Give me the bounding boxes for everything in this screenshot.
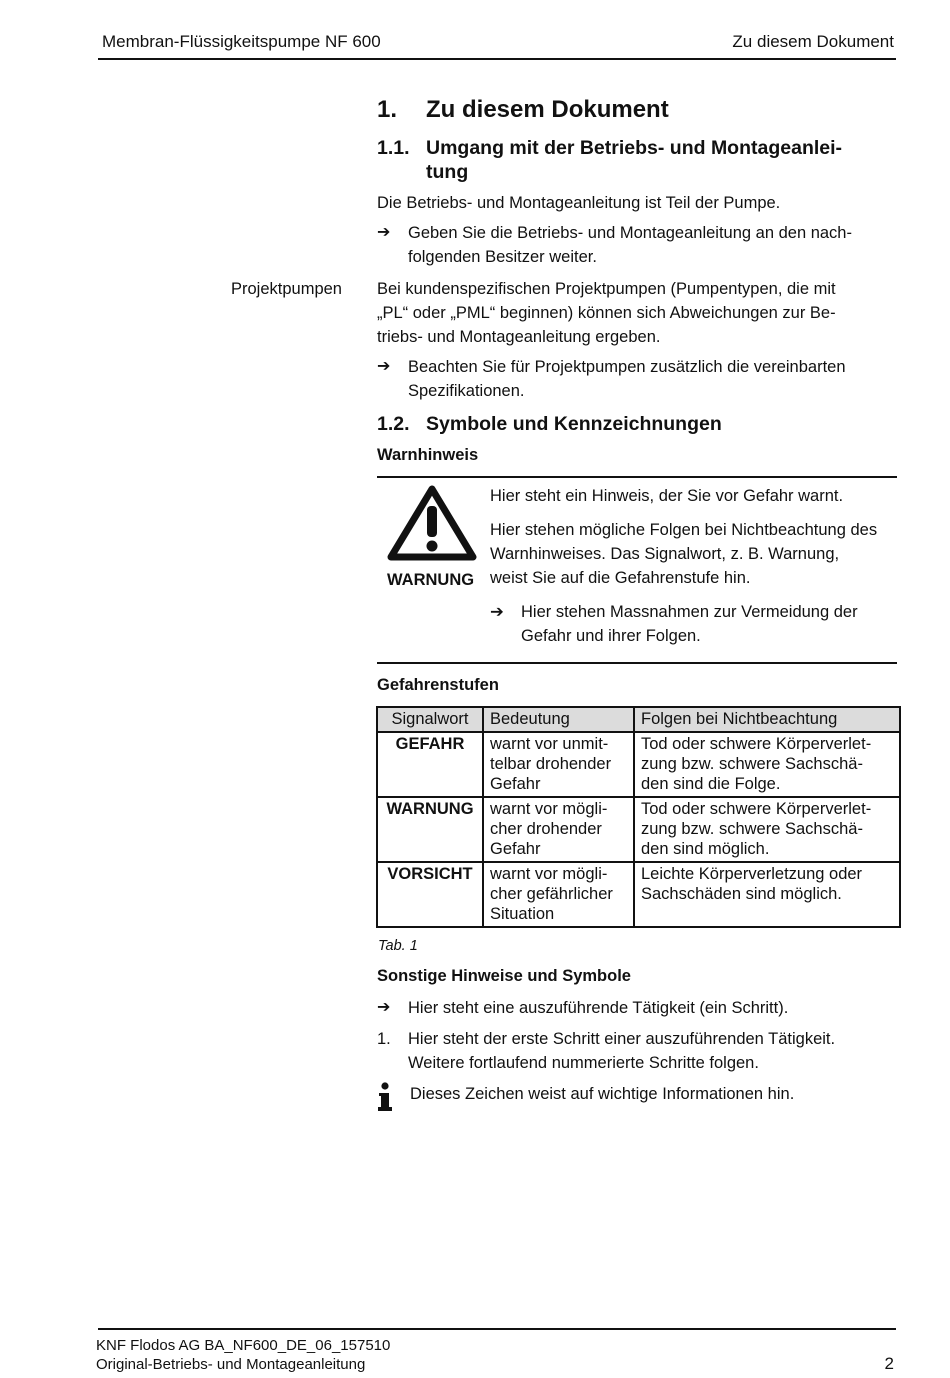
header-section-title: Zu diesem Dokument [732, 32, 894, 51]
subheading-danger-levels: Gefahrenstufen [377, 676, 499, 694]
footer-document-type: Original-Betriebs- und Montageanleitung [96, 1356, 366, 1373]
table-row [377, 732, 900, 797]
warning-box-top-rule [377, 476, 897, 478]
section-1-1-title-line1: Umgang mit der Betriebs- und Montageanlei- [426, 137, 843, 159]
paragraph-line: „PL“ oder „PML“ beginnen) können sich Abweichungen zur Be- [377, 304, 836, 322]
arrow-bullet-icon: ➔ [490, 603, 504, 621]
header-document-title: Membran-Flüssigkeitspumpe NF 600 [102, 32, 381, 51]
table-row [377, 797, 900, 862]
table-header-cell: Folgen bei Nichtbeachtung [634, 707, 900, 732]
bullet-text-line2: Gefahr und ihrer Folgen. [521, 627, 701, 645]
section-1-title: Zu diesem Dokument [426, 96, 669, 123]
step-text-line1: Hier steht der erste Schritt einer auszuführenden Tätigkeit. [408, 1030, 836, 1048]
step-number: 1. [377, 1030, 391, 1048]
table-cell-consequences: Tod oder schwere Körperverlet- zung bzw. schwere Sachschä- den sind möglich. [634, 797, 900, 862]
section-1-1-heading [377, 136, 842, 184]
bullet-text-line1: Beachten Sie für Projektpumpen zusätzlich die vereinbarten [408, 358, 846, 376]
table-cell-signal-word: WARNUNG [377, 797, 483, 862]
arrow-bullet-icon: ➔ [377, 358, 391, 375]
arrow-bullet-icon: ➔ [377, 999, 391, 1016]
table-cell-meaning: warnt vor mögli- cher drohender Gefahr [483, 797, 634, 862]
section-1-2-title: Symbole und Kennzeichnungen [426, 413, 722, 435]
section-1-heading [377, 96, 669, 124]
section-1-2-heading [377, 412, 722, 436]
signal-word-warnung: WARNUNG [387, 571, 475, 589]
paragraph-part-of-pump: Die Betriebs- und Montageanleitung ist Teil der Pumpe. [377, 194, 781, 212]
table-header-row [377, 707, 900, 732]
section-1-1-number: 1.1. [377, 137, 410, 159]
subheading-warning-notice: Warnhinweis [377, 446, 479, 464]
table-cell-consequences: Tod oder schwere Körperverlet- zung bzw. schwere Sachschä- den sind die Folge. [634, 732, 900, 797]
info-i-icon [378, 1082, 392, 1112]
bullet-project-specifications [377, 355, 897, 403]
bullet-text-line1: Hier stehen Massnahmen zur Vermeidung der [521, 603, 858, 621]
bullet-text-line2: Spezifikationen. [408, 382, 525, 400]
warning-text-line: weist Sie auf die Gefahrenstufe hin. [490, 569, 751, 587]
warning-text-hint: Hier steht ein Hinweis, der Sie vor Gefahr warnt. [490, 487, 844, 505]
table-header-cell: Bedeutung [483, 707, 634, 732]
warning-text-line: Warnhinweises. Das Signalwort, z. B. Warnung, [490, 545, 840, 563]
warning-text-consequences [490, 518, 902, 590]
header-rule [98, 58, 896, 60]
numbered-step [377, 1027, 897, 1075]
paragraph-project-pumps [377, 277, 897, 349]
info-text: Dieses Zeichen weist auf wichtige Informationen hin. [410, 1085, 795, 1103]
subheading-other-symbols: Sonstige Hinweise und Symbole [377, 967, 631, 985]
bullet-text: Hier steht eine auszuführende Tätigkeit (ein Schritt). [408, 999, 789, 1017]
table-cell-consequences: Leichte Körperverletzung oder Sachschäden sind möglich. [634, 862, 900, 927]
warning-triangle-icon [387, 484, 477, 562]
bullet-text-line1: Geben Sie die Betriebs- und Montageanleitung an den nach- [408, 224, 852, 242]
table-row [377, 862, 900, 927]
bullet-text-line2: folgenden Besitzer weiter. [408, 248, 597, 266]
section-1-number: 1. [377, 96, 398, 123]
bullet-pass-on-manual [377, 221, 897, 269]
paragraph-line: Bei kundenspezifischen Projektpumpen (Pumpentypen, die mit [377, 280, 836, 298]
footer-document-id: KNF Flodos AG BA_NF600_DE_06_157510 [96, 1337, 391, 1354]
section-1-2-number: 1.2. [377, 413, 410, 435]
table-cell-signal-word: GEFAHR [377, 732, 483, 797]
danger-levels-table [376, 706, 901, 928]
page-number: 2 [884, 1354, 894, 1373]
bullet-action-step [377, 996, 897, 1020]
table-caption: Tab. 1 [378, 938, 418, 954]
footer-rule [98, 1328, 896, 1330]
warning-text-line: Hier stehen mögliche Folgen bei Nichtbeachtung des [490, 521, 878, 539]
arrow-bullet-icon: ➔ [377, 224, 391, 241]
paragraph-line: triebs- und Montageanleitung ergeben. [377, 328, 661, 346]
table-cell-meaning: warnt vor unmit- telbar drohender Gefahr [483, 732, 634, 797]
warning-box-bottom-rule [377, 662, 897, 664]
table-cell-signal-word: VORSICHT [377, 862, 483, 927]
step-text-line2: Weitere fortlaufend nummerierte Schritte folgen. [408, 1054, 759, 1072]
table-cell-meaning: warnt vor mögli- cher gefährlicher Situation [483, 862, 634, 927]
section-1-1-title-line2: tung [426, 161, 469, 183]
warning-bullet-measures [490, 600, 900, 648]
table-header-cell: Signalwort [377, 707, 483, 732]
margin-label-project-pumps: Projektpumpen [231, 280, 342, 298]
